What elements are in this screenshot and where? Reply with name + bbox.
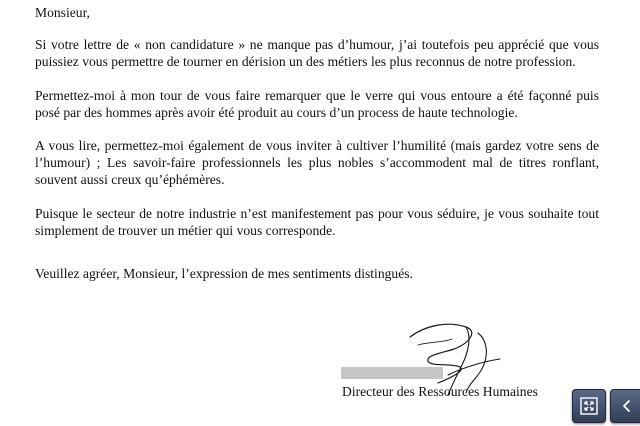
letter-closing: Veuillez agréer, Monsieur, l’expression de mes sentiments distingués. (35, 266, 413, 282)
letter-paragraph-1: Si votre lettre de « non candidature » ne manque pas d’humour, j’ai toutefois peu apprécié que vous puissiez vous permettre de tourner en dérision un des métiers les plus reconnus de notre profession. (35, 37, 599, 70)
chevron-left-icon (617, 396, 637, 416)
letter-body (35, 4, 599, 298)
fit-page-icon (579, 396, 599, 416)
fit-page-button[interactable] (572, 389, 606, 423)
viewer-controls (572, 389, 640, 423)
previous-page-button[interactable] (610, 389, 640, 423)
signer-title: Directeur des Ressources Humaines (342, 384, 538, 399)
letter-paragraph-2: Permettez-moi à mon tour de vous faire remarquer que le verre qui vous entoure a été façonné puis posé par des hommes après avoir été produit au cours d’un process de haute technologie. (35, 87, 599, 120)
letter-paragraph-4: Puisque le secteur de notre industrie n’est manifestement pas pour vous séduire, je vous souhaite tout simplement de trouver un métier qui vous corresponde. (35, 205, 599, 238)
letter-paragraph-3: A vous lire, permettez-moi également de vous inviter à cultiver l’humilité (mais gardez votre sens de l’humour) ; Les savoir-faire professionnels les plus nobles s’accommodent mal de titres ronflant, souvent aussi creux qu’éphémères. (35, 138, 599, 188)
letter-salutation: Monsieur, (35, 5, 90, 20)
